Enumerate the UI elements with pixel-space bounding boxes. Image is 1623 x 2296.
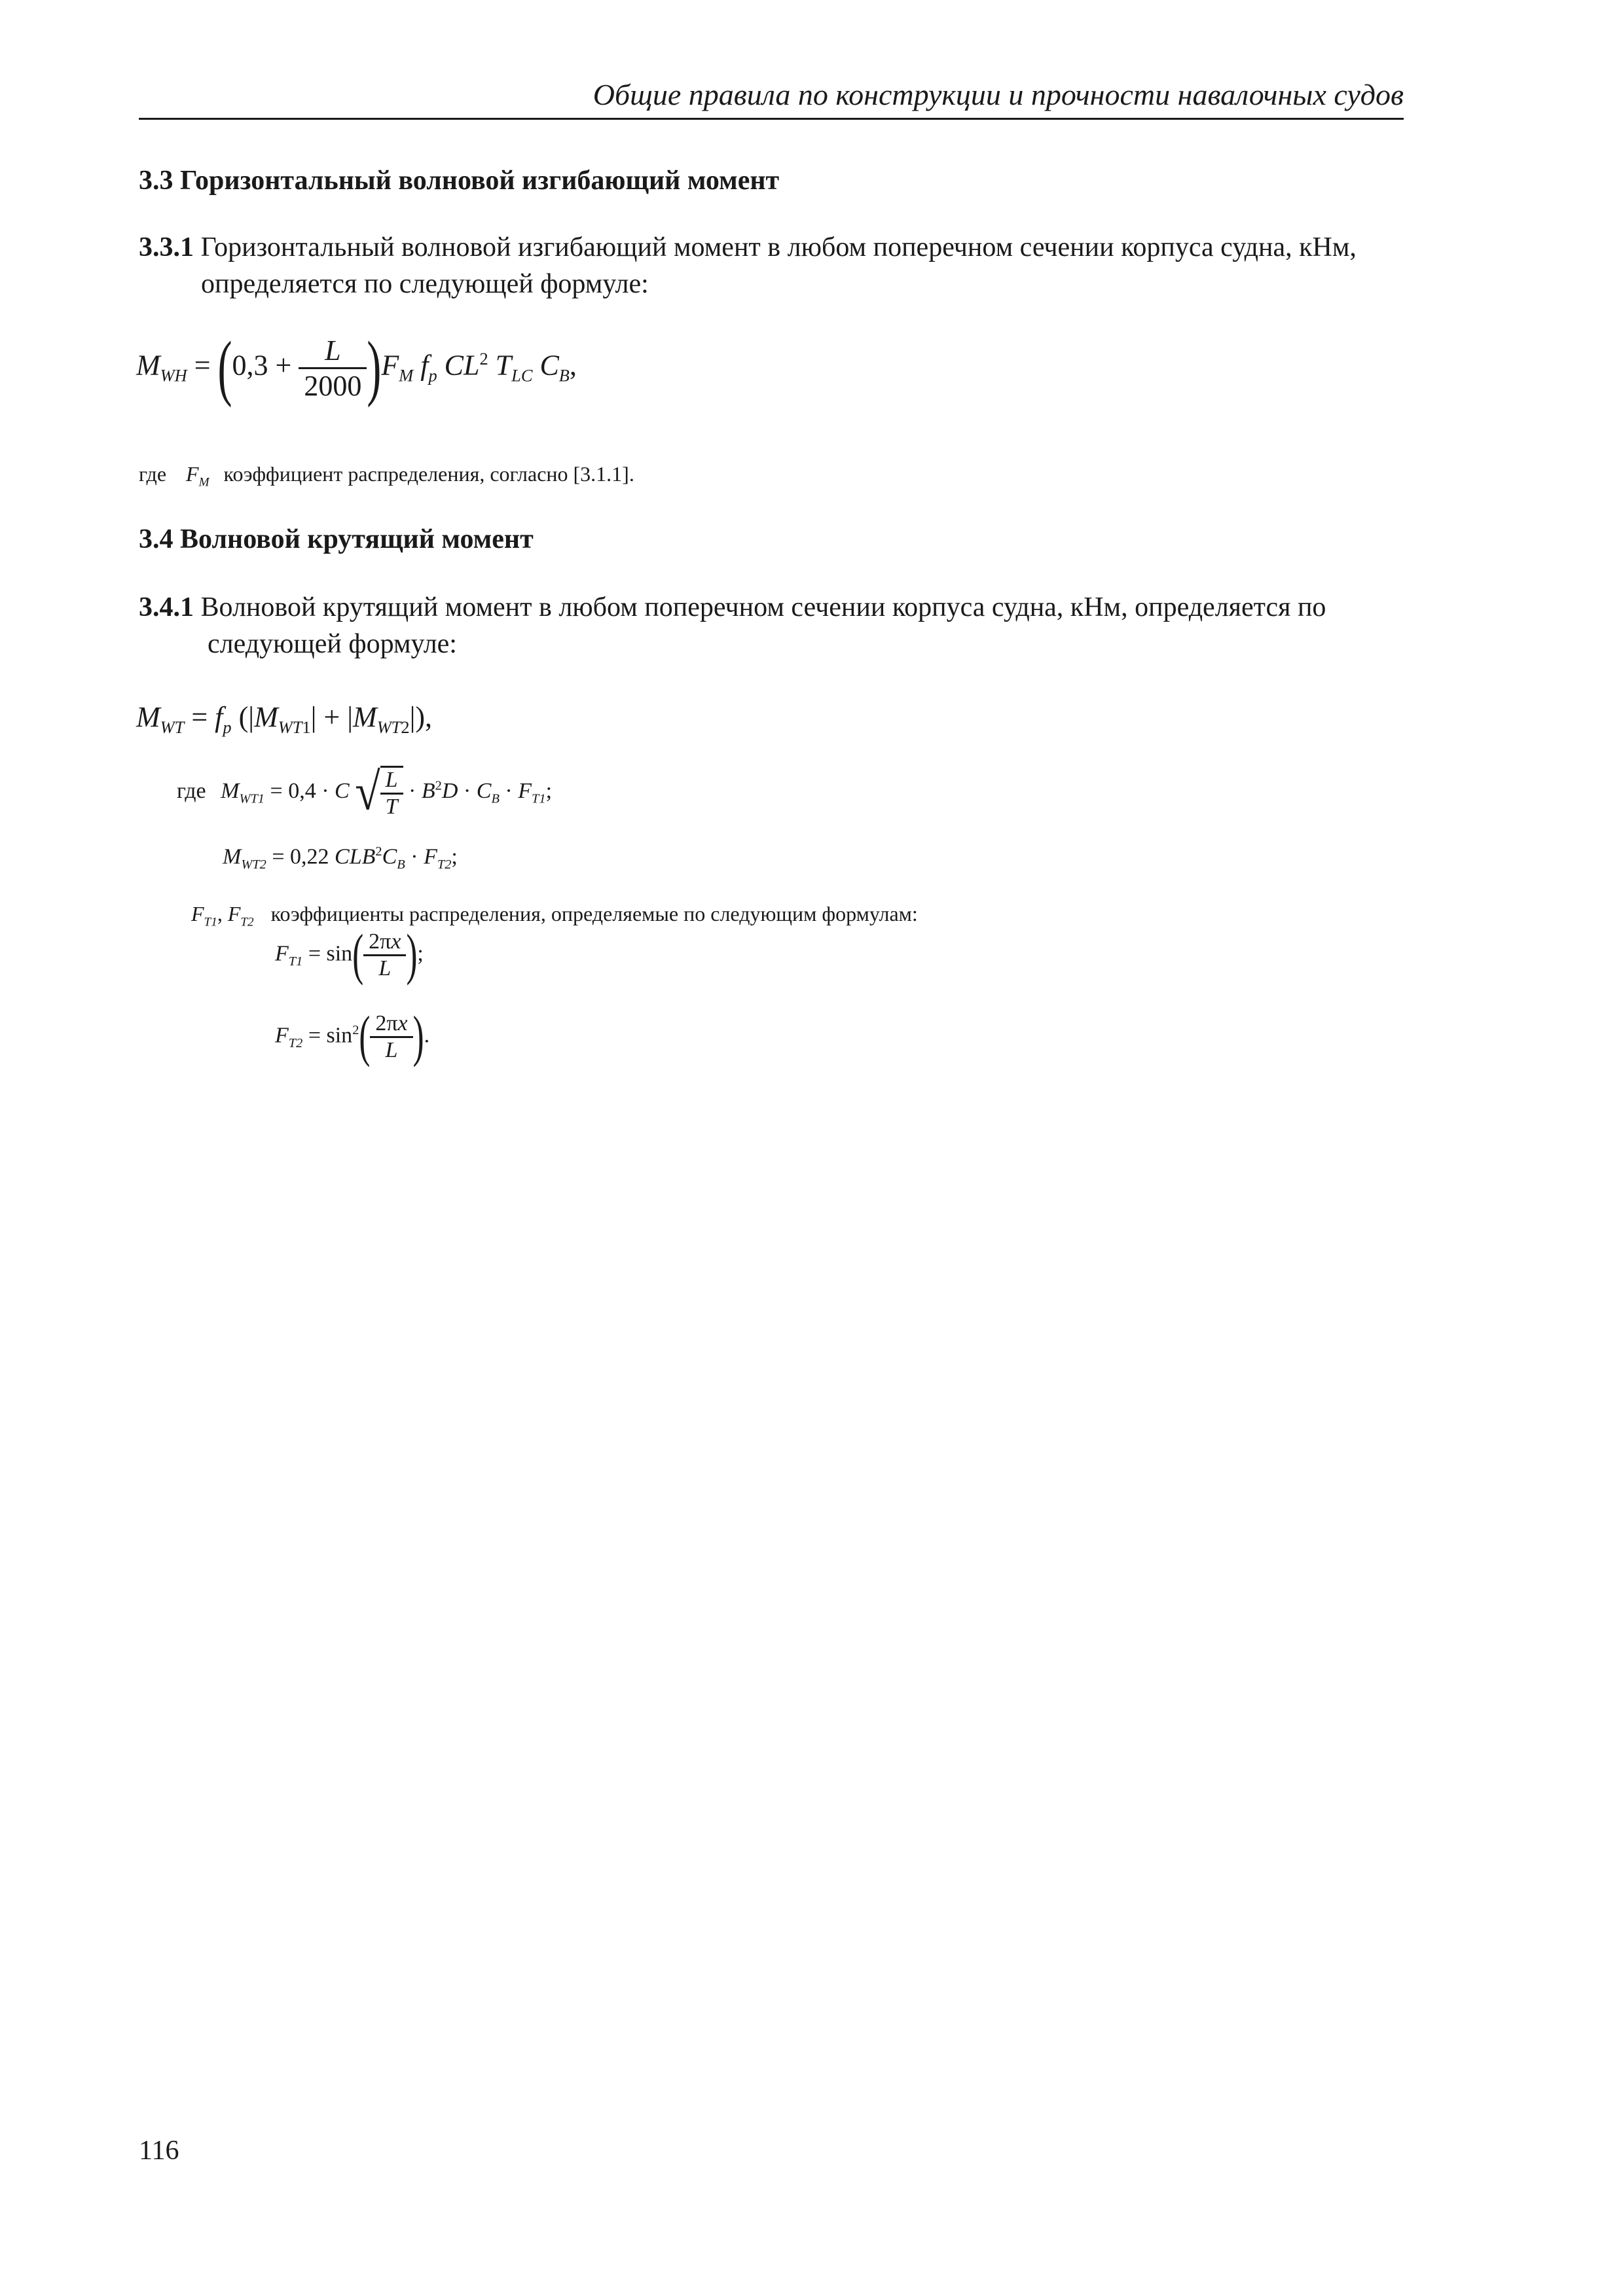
paragraph-number: 3.3.1 bbox=[139, 232, 194, 262]
paragraph-text-line2: определяется по следующей формуле: bbox=[201, 269, 649, 299]
where-fm-line: где $F_M$ коэффициент распределения, согласно [3.1.1]. bbox=[139, 462, 634, 490]
paragraph-text-line2: следующей формуле: bbox=[208, 629, 457, 659]
paragraph-text-line1: Горизонтальный волновой изгибающий момент в любом поперечном сечении корпуса судна, кНм, bbox=[194, 232, 1357, 262]
formula-ft2: $F_{T2} = \sin^2$( $\frac{2\pi x}{L}$ ). bbox=[275, 1005, 430, 1069]
section-3-4-heading: 3.4 Волновой крутящий момент bbox=[139, 524, 534, 554]
ft-description: коэффициенты распределения, определяемые по следующим формулам: bbox=[270, 902, 918, 925]
section-3-3-heading: 3.3 Горизонтальный волновой изгибающий момент bbox=[139, 166, 780, 196]
fm-description: коэффициент распределения, согласно [3.1.1]. bbox=[223, 462, 634, 486]
formula-mwt2: $M_{WT2} = 0,22$ $CLB^2C_B \cdot F_{T2}$; bbox=[223, 844, 458, 872]
running-header: Общие правила по конструкции и прочности навалочных судов bbox=[593, 78, 1404, 111]
paragraph-3-4-1 bbox=[139, 589, 1404, 662]
formula-mwt1: где $M_{WT1} = 0,4 \cdot C$ √ $\frac{L}{T}$ · $B^2D \cdot C_B \cdot F_{T1}$; bbox=[177, 763, 553, 821]
where-label: где bbox=[139, 462, 167, 486]
where-label: где bbox=[177, 778, 206, 803]
header-rule bbox=[139, 118, 1404, 120]
paragraph-text-line1: Волновой крутящий момент в любом поперечном сечении корпуса судна, кНм, определяется по bbox=[194, 592, 1326, 622]
formula-mwt: $M_{WT} = f_p$ $(|M_{WT1}| + |M_{WT2}|)$, bbox=[136, 701, 433, 737]
formula-mwh: $M_{WH} = (0,3$ + $\frac{L}{2000}$ )$F_M$ $f_p$ $CL^2$ $T_{LC}$ $C_B$, bbox=[136, 327, 577, 408]
formula-ft1: $F_{T1} = \sin$( $\frac{2\pi x}{L}$ ); bbox=[275, 924, 424, 987]
page-number: 116 bbox=[139, 2136, 179, 2166]
paragraph-3-3-1 bbox=[139, 229, 1404, 302]
paragraph-number: 3.4.1 bbox=[139, 592, 194, 622]
where-ft-line: $F_{T1}$, $F_{T2}$ коэффициенты распределения, определяемые по следующим формулам: bbox=[191, 902, 918, 929]
